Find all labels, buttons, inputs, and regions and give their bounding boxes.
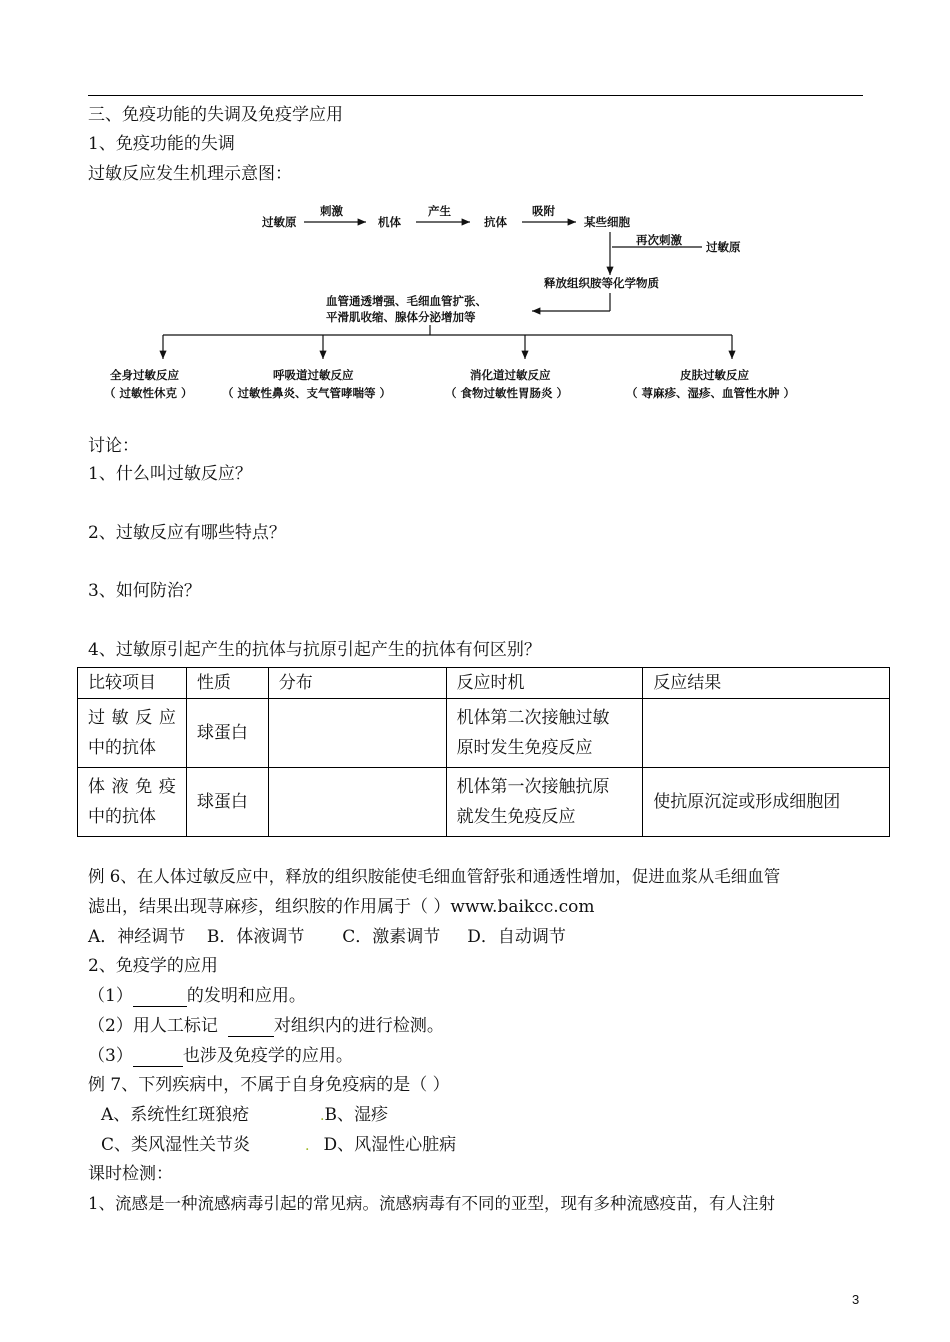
cell-text: 中的抗体 (88, 807, 156, 827)
outcome-2-name: 呼吸道过敏反应 (273, 368, 354, 382)
fill-blank (133, 1066, 183, 1067)
label-adsorb: 吸附 (532, 204, 555, 218)
table-row (78, 699, 890, 768)
cell-text: 就发生免疫反应 (456, 807, 576, 827)
question-1: 1、什么叫过敏反应？ (88, 464, 252, 484)
node-body: 机体 (378, 215, 401, 229)
table-cell-timing (446, 768, 643, 837)
node-allergen-again: 过敏原 (706, 240, 741, 254)
node-effects-2: 平滑肌收缩、腺体分泌增加等 (326, 310, 476, 324)
application-prefix: （1） (88, 986, 133, 1006)
cell-text: 过敏反应 (88, 708, 176, 728)
node-certain-cells: 某些细胞 (584, 215, 630, 229)
fill-blank (133, 1006, 187, 1007)
comparison-table (77, 667, 890, 837)
cell-text: 体液免疫 (88, 777, 176, 797)
outcome-1-detail: （ 过敏性休克 ） (104, 386, 193, 400)
diagram-caption: 过敏反应发生机理示意图： (88, 164, 292, 184)
example7-option-a: A、系统性红斑狼疮 (101, 1105, 250, 1125)
application-prefix: （3） (88, 1046, 133, 1066)
node-release: 释放组织胺等化学物质 (544, 276, 659, 290)
table-cell-result: 使抗原沉淀或形成细胞团 (643, 768, 890, 837)
outcome-3-detail: （ 食物过敏性胃肠炎 ） (445, 386, 569, 400)
page-number: 3 (852, 1292, 860, 1307)
table-cell-item (78, 699, 187, 768)
table-cell-nature: 球蛋白 (186, 768, 268, 837)
table-cell-timing (446, 699, 643, 768)
question-3: 3、如何防治？ (88, 581, 201, 601)
example7-stem: 例 7、下列疾病中，不属于自身免疫病的是（ ） (88, 1075, 450, 1095)
subsection-2-title: 2、免疫学的应用 (88, 956, 218, 976)
label-produce: 产生 (428, 204, 451, 218)
option-text: B、湿疹 (324, 1105, 388, 1125)
application-suffix: 的发明和应用。 (186, 986, 306, 1006)
outcome-3-name: 消化道过敏反应 (470, 368, 551, 382)
check-question-1: 1、流感是一种流感病毒引起的常见病。流感病毒有不同的亚型，现有多种流感疫苗，有人注射 (88, 1194, 775, 1213)
example7-option-b (320, 1104, 388, 1127)
cell-text: 原时发生免疫反应 (456, 738, 593, 758)
fill-blank (228, 1036, 274, 1037)
node-effects-1: 血管通透增强、毛细血管扩张、 (326, 294, 487, 308)
outcome-4-name: 皮肤过敏反应 (680, 368, 749, 382)
discussion-label: 讨论： (88, 436, 139, 456)
outcome-2-detail: （ 过敏性鼻炎、支气管哮喘等 ） (222, 386, 392, 400)
example7-option-d (305, 1134, 456, 1157)
cell-text: 中的抗体 (88, 738, 156, 758)
table-header-cell: 比较项目 (78, 668, 187, 699)
table-cell-item (78, 768, 187, 837)
table-cell-nature: 球蛋白 (186, 699, 268, 768)
node-allergen: 过敏原 (262, 215, 297, 229)
table-header-cell: 性质 (186, 668, 268, 699)
allergy-mechanism-diagram (90, 195, 850, 410)
subsection-title: 1、免疫功能的失调 (88, 134, 235, 154)
example6-options: A．神经调节 B．体液调节 C．激素调节 D．自动调节 (88, 927, 566, 947)
lesson-check-label: 课时检测： (88, 1164, 173, 1184)
outcome-1-name: 全身过敏反应 (110, 368, 179, 382)
application-2 (88, 1015, 444, 1037)
question-4: 4、过敏原引起产生的抗体与抗原引起产生的抗体有何区别？ (88, 640, 541, 660)
application-1 (88, 985, 306, 1007)
table-header-cell: 反应结果 (643, 668, 890, 699)
cell-text: 机体第二次接触过敏 (456, 708, 610, 728)
application-suffix: 对组织内的进行检测。 (273, 1016, 444, 1036)
outcome-4-detail: （ 荨麻疹、湿疹、血管性水肿 ） (626, 386, 796, 400)
application-3 (88, 1045, 353, 1067)
table-cell-distribution (268, 699, 446, 768)
table-cell-result (643, 699, 890, 768)
option-text: D、风湿性心脏病 (323, 1135, 457, 1155)
marker-dot: . (320, 1108, 325, 1124)
question-2: 2、过敏反应有哪些特点？ (88, 523, 286, 543)
table-header-cell: 反应时机 (446, 668, 643, 699)
table-header-cell: 分布 (268, 668, 446, 699)
table-header-row (78, 668, 890, 699)
example6-line1: 例 6、在人体过敏反应中，释放的组织胺能使毛细血管舒张和通透性增加，促进血浆从毛细血管 (88, 867, 781, 886)
label-restimulate: 再次刺激 (636, 233, 682, 247)
cell-text: 机体第一次接触抗原 (456, 777, 610, 797)
table-row (78, 768, 890, 837)
node-antibody: 抗体 (484, 215, 507, 229)
marker-dot: . (305, 1138, 310, 1154)
header-rule (88, 95, 863, 96)
label-stimulate: 刺激 (320, 204, 343, 218)
example7-option-c: C、类风湿性关节炎 (101, 1135, 251, 1155)
example6-line2: 滤出，结果出现荨麻疹，组织胺的作用属于（ ）www.baikcc.com (88, 897, 595, 917)
application-suffix: 也涉及免疫学的应用。 (182, 1046, 353, 1066)
table-cell-distribution (268, 768, 446, 837)
section-title: 三、免疫功能的失调及免疫学应用 (88, 105, 343, 125)
application-prefix: （2）用人工标记 (88, 1016, 218, 1036)
